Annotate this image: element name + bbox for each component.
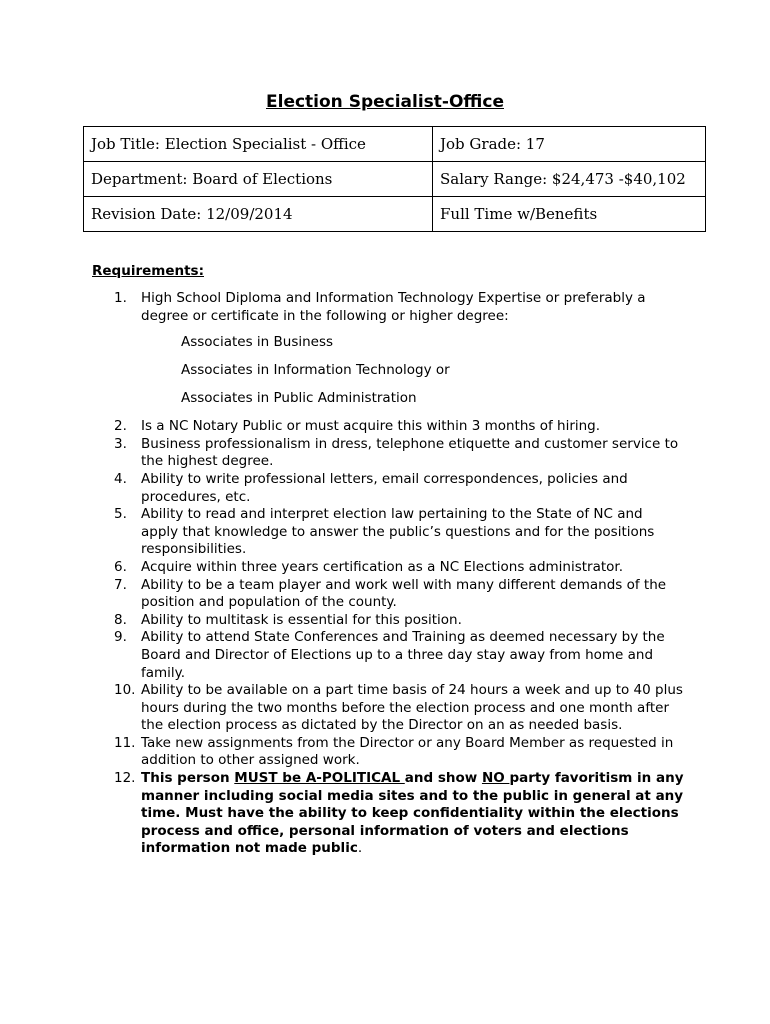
list-item	[114, 735, 684, 770]
list-item	[114, 290, 684, 418]
table-row	[84, 127, 706, 162]
requirements-list	[114, 290, 684, 858]
item-text: Ability to write professional letters, email correspondences, policies and procedures, etc.	[141, 470, 628, 505]
item-number: 12.	[114, 770, 136, 787]
degree-option: Associates in Information Technology or	[181, 362, 450, 379]
item12-part5: party favoritism in any manner including social media sites and to the public in general at any time. Must have the ability to keep confidentiality within the elections process and office, personal information of voters and elections information not made public	[141, 770, 684, 857]
item-number: 3.	[114, 435, 127, 452]
degree-options	[181, 334, 684, 418]
list-item	[114, 471, 684, 506]
item-number: 9.	[114, 629, 127, 646]
item-text: Business professionalism in dress, telephone etiquette and customer service to the highest degree.	[141, 435, 679, 470]
job-grade-cell: Job Grade: 17	[433, 127, 706, 162]
list-item	[114, 559, 684, 577]
item-text: Take new assignments from the Director or any Board Member as requested in addition to other assigned work.	[141, 734, 674, 769]
list-item	[114, 506, 684, 559]
item-text: Ability to be a team player and work well with many different demands of the position and population of the county.	[141, 576, 667, 611]
list-item	[114, 577, 684, 612]
item-number: 5.	[114, 506, 127, 523]
salary-range-cell: Salary Range: $24,473 -$40,102	[433, 162, 706, 197]
table-row	[84, 197, 706, 232]
item-text: Acquire within three years certification as a NC Elections administrator.	[141, 558, 624, 575]
item-number: 10.	[114, 682, 136, 699]
item-text: Ability to read and interpret election law pertaining to the State of NC and apply that knowledge to answer the public’s questions and for the positions responsibilities.	[141, 506, 655, 558]
revision-date-cell: Revision Date: 12/09/2014	[84, 197, 433, 232]
item-text-bold	[141, 770, 684, 856]
item12-part3: and show	[404, 770, 482, 787]
degree-option: Associates in Business	[181, 334, 334, 351]
table-row	[84, 162, 706, 197]
list-item	[114, 770, 684, 858]
item-number: 2.	[114, 418, 127, 435]
item-number: 1.	[114, 290, 127, 306]
list-item	[114, 612, 684, 630]
department-cell: Department: Board of Elections	[84, 162, 433, 197]
item-number: 4.	[114, 470, 127, 487]
item-text: Ability to multitask is essential for this position.	[141, 611, 462, 628]
item-number: 7.	[114, 576, 127, 593]
item12-part1: This person	[141, 770, 235, 787]
item-text: Is a NC Notary Public or must acquire this within 3 months of hiring.	[141, 418, 601, 435]
item-number: 8.	[114, 611, 127, 628]
item-number: 6.	[114, 558, 127, 575]
list-item	[114, 682, 684, 735]
degree-option: Associates in Public Administration	[181, 390, 417, 407]
list-item	[114, 418, 684, 436]
job-title-cell: Job Title: Election Specialist - Office	[84, 127, 433, 162]
item12-no: NO	[481, 770, 510, 787]
item-text: High School Diploma and Information Technology Expertise or preferably a degree or certificate in the following or higher degree:	[141, 290, 646, 324]
item12-period: .	[357, 840, 363, 857]
item-text: Ability to attend State Conferences and Training as deemed necessary by the Board and Director of Elections up to a three day stay away from home and family.	[141, 629, 665, 681]
item-text: Ability to be available on a part time basis of 24 hours a week and up to 40 plus hours during the two months before the election process and one month after the election process as dictated by the Director on an as needed basis.	[141, 682, 683, 734]
item12-apolitical: MUST be A-POLITICAL	[234, 770, 405, 787]
job-info-table	[83, 126, 706, 232]
document-title: Election Specialist-Office	[266, 92, 504, 112]
employment-type-cell: Full Time w/Benefits	[433, 197, 706, 232]
list-item	[114, 629, 684, 682]
item-number: 11.	[114, 734, 136, 751]
requirements-heading: Requirements:	[92, 263, 204, 279]
list-item	[114, 436, 684, 471]
